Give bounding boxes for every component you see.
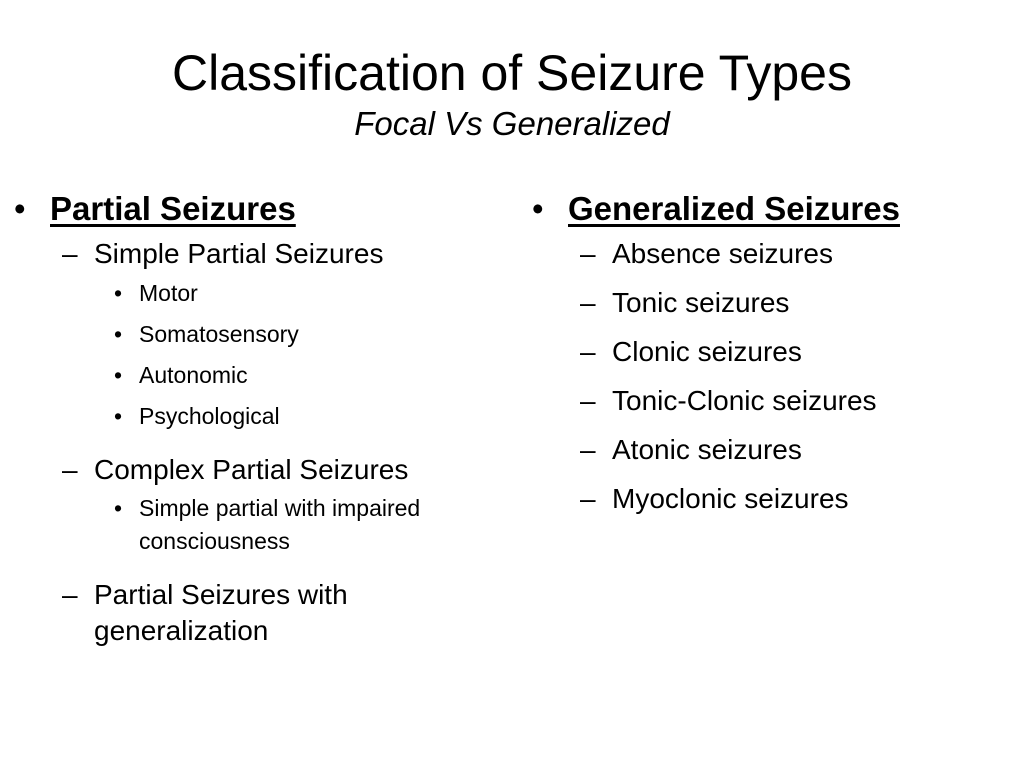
list-item — [532, 334, 1012, 370]
title-block — [0, 42, 1024, 144]
list-item — [14, 492, 504, 558]
partial-seizures-column — [14, 186, 504, 653]
slide-title: Classification of Seizure Types — [172, 45, 852, 101]
partial-seizures-heading-item — [14, 186, 504, 232]
list-item — [532, 236, 1012, 272]
complex-partial-item — [14, 452, 504, 488]
list-item-label: Myoclonic seizures — [612, 483, 849, 514]
dash-icon: – — [62, 579, 78, 610]
bullet-icon: • — [114, 495, 123, 521]
list-item-label: Simple partial with impaired consciousness — [139, 495, 421, 554]
partial-seizures-heading: Partial Seizures — [50, 190, 296, 227]
generalization-item — [14, 577, 504, 649]
dash-icon: – — [580, 238, 596, 269]
list-item — [14, 358, 504, 392]
list-item-label: Psychological — [139, 403, 280, 429]
complex-partial-label: Complex Partial Seizures — [94, 454, 409, 485]
bullet-icon: • — [114, 403, 123, 429]
list-item-label: Absence seizures — [612, 238, 834, 269]
generalization-label: Partial Seizures with generalization — [94, 579, 348, 646]
simple-partial-label: Simple Partial Seizures — [94, 238, 384, 269]
generalized-seizures-column — [532, 186, 1012, 530]
list-item-label: Atonic seizures — [612, 434, 802, 465]
generalized-seizures-heading-item — [532, 186, 1012, 232]
list-item — [14, 317, 504, 351]
spacer — [14, 440, 504, 448]
generalized-seizures-heading: Generalized Seizures — [568, 190, 900, 227]
slide-subtitle: Focal Vs Generalized — [354, 105, 670, 142]
dash-icon: – — [62, 238, 78, 269]
list-item — [532, 285, 1012, 321]
list-item-label: Clonic seizures — [612, 336, 802, 367]
bullet-icon: • — [14, 190, 26, 227]
list-item — [532, 383, 1012, 419]
list-item-label: Tonic-Clonic seizures — [612, 385, 877, 416]
dash-icon: – — [580, 483, 596, 514]
bullet-icon: • — [114, 280, 123, 306]
bullet-icon: • — [114, 362, 123, 388]
dash-icon: – — [580, 385, 596, 416]
list-item — [14, 276, 504, 310]
simple-partial-item — [14, 236, 504, 272]
dash-icon: – — [580, 336, 596, 367]
list-item-label: Autonomic — [139, 362, 248, 388]
dash-icon: – — [580, 434, 596, 465]
spacer — [14, 565, 504, 573]
dash-icon: – — [580, 287, 596, 318]
list-item-label: Somatosensory — [139, 321, 299, 347]
dash-icon: – — [62, 454, 78, 485]
list-item — [532, 432, 1012, 468]
list-item-label: Motor — [139, 280, 198, 306]
bullet-icon: • — [532, 190, 544, 227]
bullet-icon: • — [114, 321, 123, 347]
list-item — [532, 481, 1012, 517]
list-item-label: Tonic seizures — [612, 287, 790, 318]
list-item — [14, 399, 504, 433]
